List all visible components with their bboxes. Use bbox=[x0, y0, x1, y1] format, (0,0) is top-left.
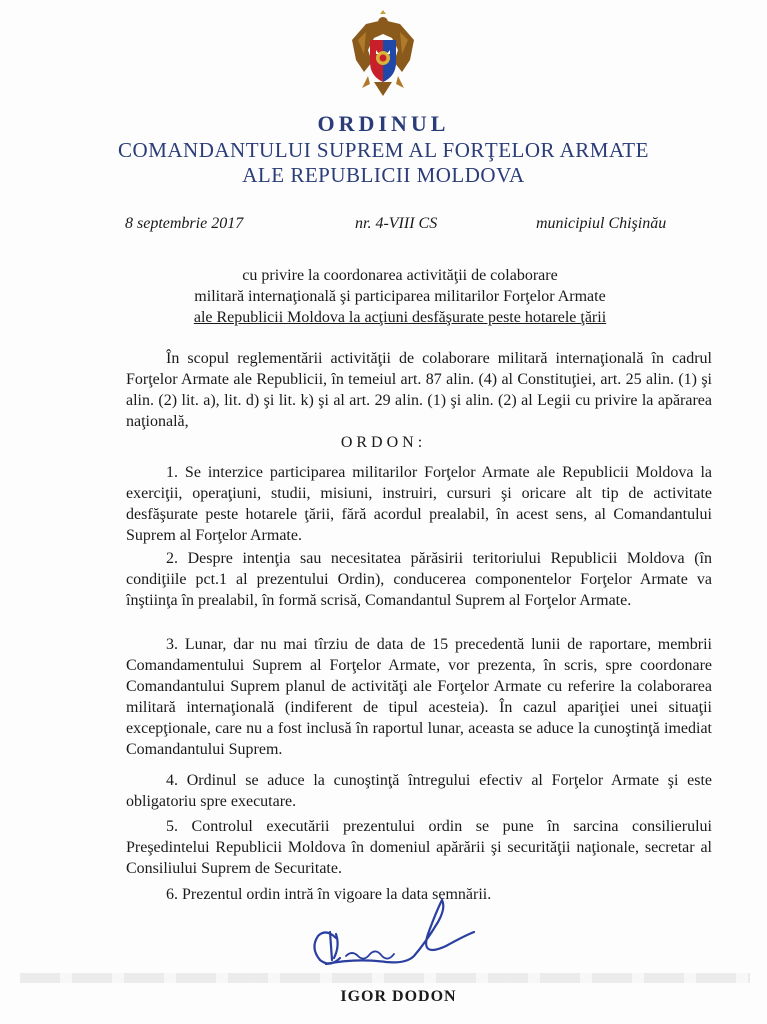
order-place: municipiul Chişinău bbox=[536, 215, 667, 232]
point-4: 4. Ordinul se aduce la cunoştinţă întregului efectiv al Forţelor Armate şi este obligatoriu spre executare. bbox=[126, 772, 712, 810]
point-5: 5. Controlul executării prezentului ordin se pune în sarcina consilierului Preşedintelui Republicii Moldova în domeniul apărării şi securităţii naţionale, secretar al Consiliului Suprem de Securitate. bbox=[126, 818, 712, 877]
document-title: ORDINUL bbox=[317, 111, 450, 136]
subject-line-1: cu privire la coordonarea activităţii de colaborare bbox=[242, 267, 558, 284]
subject-line-3: ale Republicii Moldova la acţiuni desfăşurate peste hotarele ţării bbox=[193, 309, 607, 326]
ordon-heading: ORDON: bbox=[340, 434, 427, 451]
subject-line-2: militară internaţională şi participarea militarilor Forţelor Armate bbox=[194, 288, 606, 305]
issuer-line-2: ALE REPUBLICII MOLDOVA bbox=[242, 163, 525, 187]
preamble-paragraph: În scopul reglementării activităţii de colaborare militară internaţională în cadrul Forţelor Armate ale Republicii, în temeiul art. 87 alin. (4) al Constituţiei, art. 25 alin. (1) şi alin. (2) lit. a), lit. d) şi lit. k) şi al art. 29 alin. (1) şi alin. (2) al Legii cu privire la apărarea naţională, bbox=[126, 350, 712, 430]
point-6: 6. Prezentul ordin intră în vigoare la data semnării. bbox=[166, 886, 492, 903]
moldova-coat-of-arms-icon bbox=[346, 10, 420, 100]
point-3: 3. Lunar, dar nu mai tîrziu de data de 15 precedentă lunii de raportare, membrii Comandamentului Suprem al Forţelor Armate, vor prezenta, în scris, spre coordonare Comandantului Suprem planul de activităţi ale Forţelor Armate cu referire la colaborarea militară internaţională (indiferent de tipul acesteia). În cazul apariţiei unei situaţii excepţionale, care nu a fost inclusă în raportul lunar, aceasta se aduce la cunoştinţă imediat Comandantului Suprem. bbox=[126, 636, 712, 758]
issuer-line-1: COMANDANTULUI SUPREM AL FORŢELOR ARMATE bbox=[118, 138, 649, 162]
point-1: 1. Se interzice participarea militarilor Forţelor Armate ale Republicii Moldova la exerciţii, operaţiuni, studii, misiuni, instruiri, cursuri şi oricare alt tip de activitate desfăşurate peste hotarele ţării, fără acordul prealabil, în acest sens, al Comandantului Suprem al Forţelor Armate. bbox=[126, 464, 712, 544]
signer-name: IGOR DODON bbox=[340, 988, 457, 1005]
order-number: nr. 4-VIII CS bbox=[355, 215, 438, 232]
order-date: 8 septembrie 2017 bbox=[125, 215, 244, 232]
point-2: 2. Despre intenţia sau necesitatea părăsirii teritoriului Republicii Moldova (în condiţiile pct.1 al prezentului Ordin), conducerea componentelor Forţelor Armate va înştiinţa în prealabil, în formă scrisă, Comandantul Suprem al Forţelor Armate. bbox=[126, 550, 712, 609]
signature-mark bbox=[296, 888, 476, 988]
order-subject bbox=[150, 265, 650, 328]
